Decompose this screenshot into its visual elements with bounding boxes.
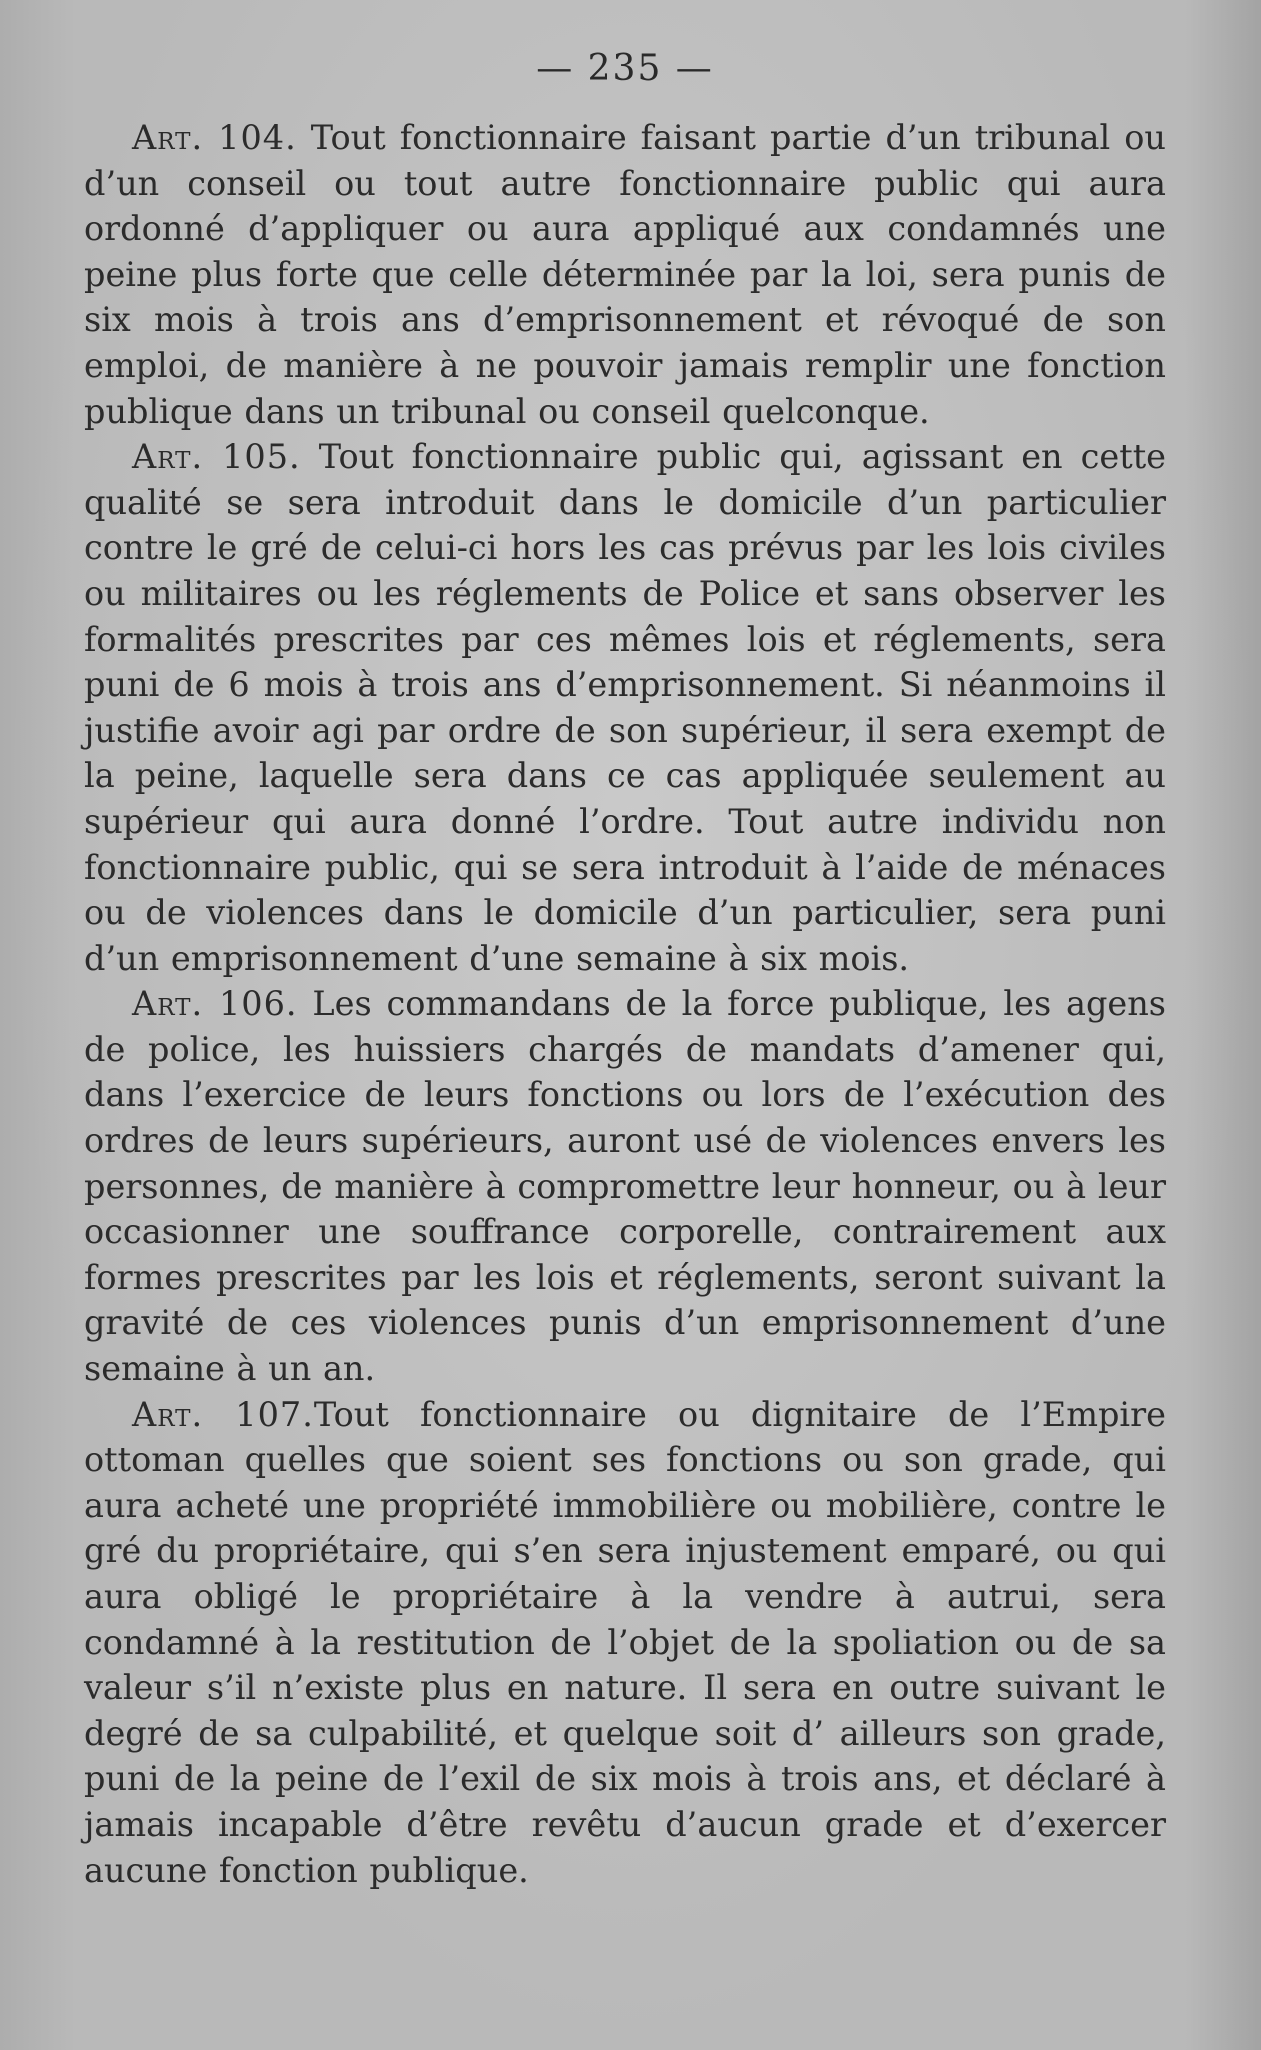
article-label: Art. 106. [132, 984, 298, 1024]
document-page [84, 48, 1166, 1893]
article-label: Art. 107. [132, 1394, 314, 1434]
article-105 [84, 434, 1166, 981]
article-text: Tout fonctionnaire public qui, agissant en cette qualité se sera introduit dans le domicile d’un particulier contre le gré de celui-ci hors les cas prévus par les lois civiles ou militaires ou les réglements de Police et sans observer les formalités prescrites par ces mêmes lois et réglements, sera puni de 6 mois à trois ans d’emprisonnement. Si néanmoins il justifie avoir agi par ordre de son supérieur, il sera exempt de la peine, laquelle sera dans ce cas appliquée seulement au supérieur qui aura donné l’ordre. Tout autre individu non fonctionnaire public, qui se sera introduit à l’aide de ménaces ou de violences dans le domicile d’un particulier, sera puni d’un emprisonnement d’une semaine à six mois. [84, 437, 1166, 978]
article-text: Tout fonctionnaire ou dignitaire de l’Empire ottoman quelles que soient ses fonctions ou son grade, qui aura acheté une propriété immobilière ou mobilière, contre le gré du propriétaire, qui s’en sera injustement emparé, ou qui aura obligé le propriétaire à la vendre à autrui, sera condamné à la restitution de l’objet de la spoliation ou de sa valeur s’il n’existe plus en nature. Il sera en outre suivant le degré de sa culpabilité, et quelque soit d’ ailleurs son grade, puni de la peine de l’exil de six mois à trois ans, et déclaré à jamais incapable d’être revêtu d’aucun grade et d’exercer aucune fonction publique. [84, 1394, 1166, 1890]
article-label: Art. 104. [132, 118, 297, 157]
article-107 [84, 1392, 1166, 1894]
page-number: — 235 — [536, 48, 714, 89]
article-text: Tout fonctionnaire faisant partie d’un tribunal ou d’un conseil ou tout autre fonctionnaire public qui aura ordonné d’appliquer ou aura appliqué aux condamnés une peine plus forte que celle déterminée par la loi, sera punis de six mois à trois ans d’emprisonnement et révoqué de son emploi, de manière à ne pouvoir jamais remplir une fonction publique dans un tribunal ou conseil quelconque. [84, 118, 1166, 431]
article-106 [84, 981, 1166, 1391]
article-text: Les commandans de la force publique, les agens de police, les huissiers chargés de mandats d’amener qui, dans l’exercice de leurs fonctions ou lors de l’exécution des ordres de leurs supérieurs, auront usé de violences envers les personnes, de manière à compromettre leur honneur, ou à leur occasionner une souffrance corporelle, contrairement aux formes prescrites par les lois et réglements, seront suivant la gravité de ces violences punis d’un emprisonnement d’une semaine à un an. [84, 984, 1166, 1389]
article-label: Art. 105. [132, 437, 301, 477]
article-104 [84, 115, 1166, 434]
